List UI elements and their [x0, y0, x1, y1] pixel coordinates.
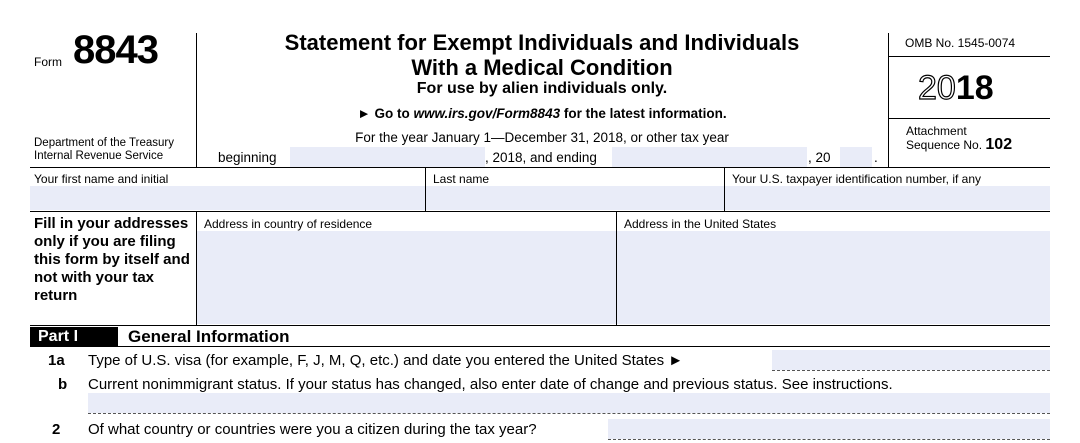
form-subtitle: For use by alien individuals only. — [416, 80, 668, 97]
form-title-line1: Statement for Exempt Individuals and Individuals — [284, 30, 800, 55]
residence-address-label: Address in country of residence — [204, 217, 373, 231]
goto-arrow-icon: ► — [357, 106, 371, 121]
form-title-line2: With a Medical Condition — [411, 55, 673, 80]
q2-text: Of what country or countries were you a citizen during the tax year? — [88, 421, 537, 438]
q1a-arrow-icon: ► — [668, 352, 684, 369]
address-bottom-rule — [30, 325, 1050, 326]
part-title: General Information — [128, 327, 290, 346]
q1a-label: Type of U.S. visa (for example, F, J, M, Q, etc.) and date you entered the United States — [88, 352, 665, 369]
tax-year-end-field[interactable] — [612, 147, 807, 167]
tin-label: Your U.S. taxpayer identification number, if any — [732, 172, 982, 186]
part-label: Part I — [30, 327, 118, 346]
irs-line: Internal Revenue Service — [34, 150, 164, 162]
sequence-label: Sequence No. — [906, 138, 983, 152]
first-name-label: Your first name and initial — [34, 172, 169, 186]
tax-year-end-year-field[interactable] — [840, 147, 872, 167]
last-name-label: Last name — [433, 172, 490, 186]
q1b-number: b — [58, 376, 68, 393]
year-outline: 20 — [918, 69, 956, 107]
year-period: . — [874, 150, 878, 165]
twenty-label: , 20 — [808, 150, 831, 165]
name-bottom-rule — [30, 211, 1050, 212]
goto-url[interactable]: www.irs.gov/Form8843 — [413, 106, 561, 121]
nonimmigrant-status-field[interactable] — [88, 393, 1050, 413]
header-divider-right — [888, 33, 889, 167]
q1b-dash — [88, 413, 1050, 414]
tax-year-begin-field[interactable] — [290, 147, 485, 167]
tax-year-line: For the year January 1—December 31, 2018, or other tax year — [355, 130, 729, 145]
beginning-label: beginning — [218, 150, 277, 165]
tin-field[interactable] — [725, 186, 1050, 210]
sequence-line — [906, 136, 1012, 154]
department-line: Department of the Treasury — [34, 137, 174, 149]
citizenship-field[interactable] — [608, 419, 1050, 439]
goto-instruction — [196, 106, 888, 121]
residence-address-field[interactable] — [197, 231, 616, 324]
form-number: 8843 — [73, 28, 158, 72]
visa-type-field[interactable] — [772, 350, 1050, 370]
year-bold: 18 — [955, 69, 994, 107]
address-instruction: Fill in your addresses only if you are filing this form by itself and not with your tax return — [34, 215, 190, 304]
tax-year-display — [918, 70, 994, 106]
omb-divider — [888, 56, 1050, 57]
header-bottom-rule — [30, 167, 1050, 168]
q2-dash — [608, 439, 1050, 440]
omb-number: OMB No. 1545-0074 — [905, 36, 1016, 50]
q1a-number: 1a — [48, 352, 65, 369]
us-address-label: Address in the United States — [624, 217, 777, 231]
last-name-field[interactable] — [426, 186, 724, 210]
year-divider — [888, 118, 1050, 119]
goto-suffix: for the latest information. — [563, 106, 727, 121]
us-address-field[interactable] — [617, 231, 1050, 324]
part-title-rule — [30, 346, 1050, 347]
attachment-label: Attachment — [906, 124, 967, 138]
q1b-text: Current nonimmigrant status. If your status has changed, also enter date of change and previous status. See instructions. — [88, 376, 893, 393]
form-label: Form — [34, 55, 62, 69]
q1a-dash — [772, 370, 1050, 371]
sequence-number: 102 — [985, 136, 1013, 153]
q2-number: 2 — [52, 421, 61, 438]
goto-prefix: Go to — [374, 106, 410, 121]
first-name-field[interactable] — [30, 186, 425, 210]
q1a-text — [88, 352, 683, 369]
and-ending-label: , 2018, and ending — [485, 150, 597, 165]
